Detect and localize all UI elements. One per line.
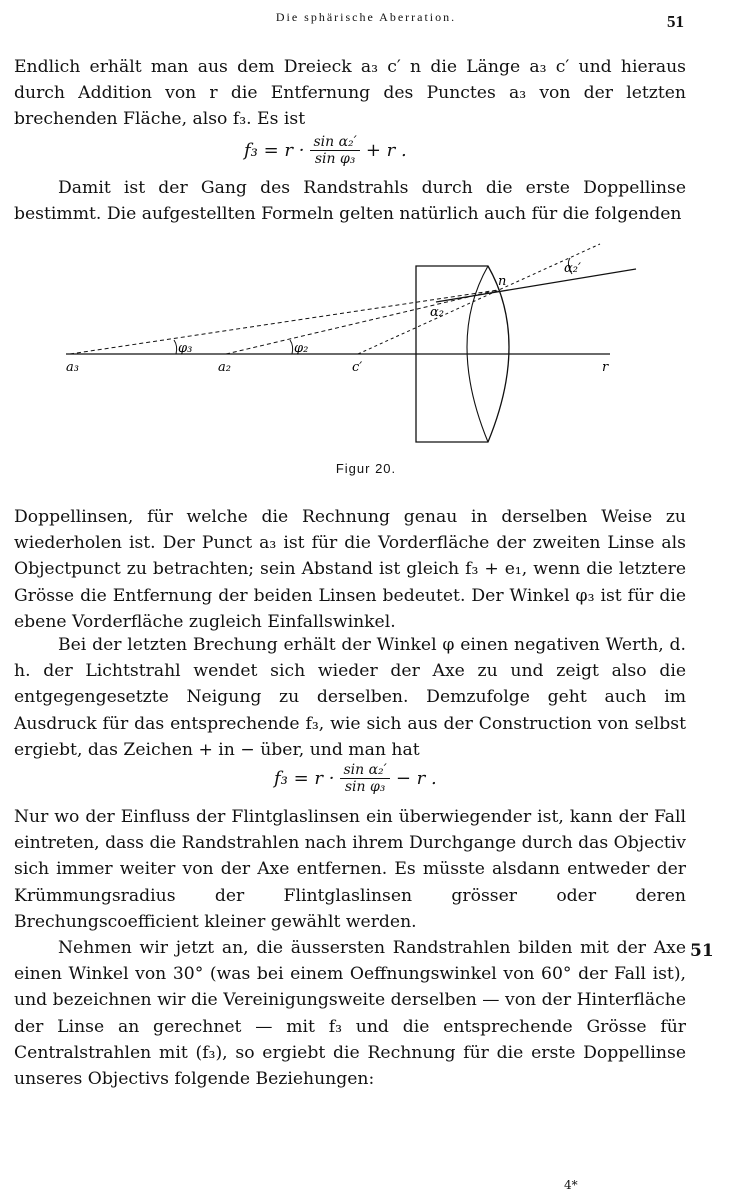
equation-2-fraction <box>340 762 389 795</box>
equation-1-numerator: sin α₂′ <box>310 134 359 151</box>
ray-from-a2 <box>226 290 498 354</box>
label-c: c′ <box>352 360 363 375</box>
running-title: Die sphärische Aberration. <box>275 10 457 24</box>
equation-2-numerator: sin α₂′ <box>340 762 389 779</box>
paragraph-1-text: Endlich erhält man aus dem Dreieck a₃ c′ n die Länge a₃ c′ und hieraus durch Addition von r die Entfernung des Punctes a₃ von der letzten brechenden Fläche, also f₃. Es ist <box>14 57 686 130</box>
equation-2-denominator: sin φ₃ <box>344 779 386 795</box>
ray-from-a3 <box>70 290 498 354</box>
page-number: 51 <box>667 12 684 31</box>
equation-1 <box>244 134 407 167</box>
arc-phi3 <box>174 340 177 354</box>
arc-phi2 <box>290 340 293 354</box>
label-phi2: φ₂ <box>294 341 309 356</box>
equation-1-fraction <box>310 134 359 167</box>
equation-2-rhs: − r . <box>395 768 437 789</box>
figure-20-diagram <box>0 230 732 450</box>
equation-1-rhs: + r . <box>365 140 407 161</box>
paragraph-3-text: Doppellinsen, für welche die Rechnung genau in derselben Weise zu wiederholen ist. Der Punct a₃ ist für die Vorderfläche der zweiten Linse als Objectpunct zu betrachten; sein Abstand ist gleich f₃ + e₁, wenn die letztere Grösse die Entfernung der beiden Linsen bedeutet. Der Winkel φ₃ ist für die ebene Vorderfläche zugleich Einfallswinkel. <box>14 507 686 632</box>
paragraph-4-text: Bei der letzten Brechung erhält der Winkel φ einen negativen Werth, d. h. der Lichtstrahl wendet sich wieder der Axe zu und zeigt also die entgegengesetzte Neigung zu derselben. Demzufolge geht auch im Ausdruck für das entsprechende f₃, wie sich aus der Construction von selbst ergiebt, das Zeichen + in − über, und man hat <box>14 635 686 760</box>
label-n: n <box>498 274 507 289</box>
figure-caption: Figur 20. <box>335 461 397 476</box>
paragraph-3 <box>14 504 686 635</box>
paragraph-2-text: Damit ist der Gang des Randstrahls durch die erste Doppellinse bestimmt. Die aufgestellten Formeln gelten natürlich auch für die folgenden <box>14 178 686 225</box>
equation-2-lhs: f₃ = r · <box>274 768 335 789</box>
label-alpha2-prime: α₂′ <box>564 261 581 276</box>
label-r: r <box>602 360 609 375</box>
equation-1-lhs: f₃ = r · <box>244 140 305 161</box>
paragraph-1 <box>14 54 686 133</box>
paragraph-5 <box>14 804 686 935</box>
signature-mark: 4* <box>564 1178 578 1192</box>
paragraph-6-text: Nehmen wir jetzt an, die äussersten Randstrahlen bilden mit der Axe einen Winkel von 30° (was bei einem Oeffnungswinkel von 60° der Fall ist), und bezeichnen wir die Vereinigungsweite derselben — von der Hinterfläche der Linse an gerechnet — mit f₃ und die entsprechende Grösse für Centralstrahlen mit (f₃), so ergiebt die Rechnung für die erste Doppellinse unseres Objectivs folgende Beziehungen: <box>14 938 686 1090</box>
paragraph-2 <box>14 175 686 227</box>
label-alpha2: α₂ <box>430 305 444 320</box>
label-a2: a₂ <box>218 360 231 375</box>
paragraph-5-text: Nur wo der Einfluss der Flintglaslinsen ein überwiegender ist, kann der Fall eintreten, dass die Randstrahlen nach ihrem Durchgange durch das Objectiv sich immer weiter von der Axe entfernen. Es müsste alsdann entweder der Krümmungsradius der Flintglaslinsen grösser oder deren Brechungscoefficient kleiner gewählt werden. <box>14 807 686 932</box>
paragraph-6 <box>14 935 686 1092</box>
label-phi3: φ₃ <box>178 341 193 356</box>
margin-page-number: 51 <box>690 941 714 961</box>
equation-2 <box>274 762 437 795</box>
equation-1-denominator: sin φ₃ <box>314 151 356 167</box>
label-a3: a₃ <box>66 360 79 375</box>
paragraph-4 <box>14 632 686 763</box>
